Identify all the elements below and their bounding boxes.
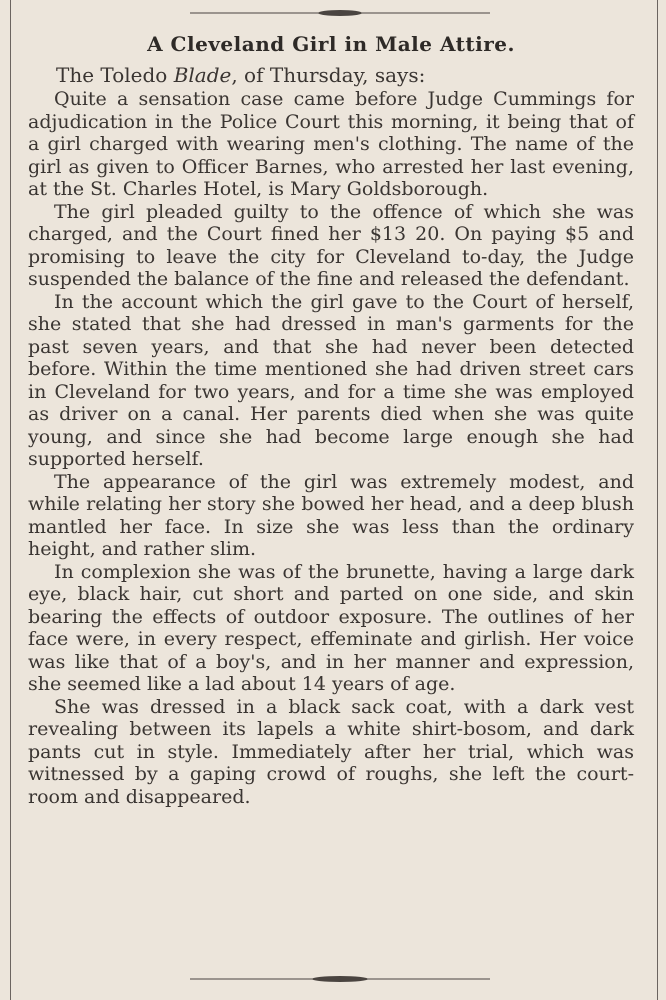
ornament-divider-top bbox=[190, 9, 490, 17]
column-rule-right bbox=[657, 0, 658, 1000]
lead-line bbox=[56, 64, 634, 86]
article-column bbox=[28, 32, 634, 808]
headline: A Cleveland Girl in Male Attire. bbox=[147, 32, 515, 56]
column-rule-left bbox=[10, 0, 11, 1000]
lead-newspaper-name: Blade bbox=[173, 63, 232, 87]
lead-text-end: , of Thursday, says: bbox=[231, 63, 426, 87]
paragraph: Quite a sensation case came before Judge Cummings for adjudication in the Police Court this morning, it being that of a girl charged with wearing men's clothing. The name of the girl as given to Officer Barnes, who arrested her last evening, at the St. Charles Hotel, is Mary Goldsborough. bbox=[28, 88, 634, 200]
paragraph: In the account which the girl gave to the Court of herself, she stated that she had dressed in man's garments for the past seven years, and that she had never been detected before. Within the time mentioned she had driven street cars in Cleveland for two years, and for a time she was employed as driver on a canal. Her parents died when she was quite young, and since she had become large enough she had supported herself. bbox=[28, 290, 634, 470]
ornament-divider-bottom bbox=[190, 975, 490, 983]
paragraph: In complexion she was of the brunette, having a large dark eye, black hair, cut short and parted on one side, and skin bearing the effects of outdoor exposure. The outlines of her face were, in every respect, effeminate and girlish. Her voice was like that of a boy's, and in her manner and expression, she seemed like a lad about 14 years of age. bbox=[28, 560, 634, 695]
lead-text: The Toledo bbox=[56, 63, 174, 87]
paragraph: The girl pleaded guilty to the offence of which she was charged, and the Court fined her $13 20. On paying $5 and promising to leave the city for Cleveland to-day, the Judge suspended the balance of the fine and released the defendant. bbox=[28, 200, 634, 290]
paragraph: The appearance of the girl was extremely modest, and while relating her story she bowed her head, and a deep blush mantled her face. In size she was less than the ordinary height, and rather slim. bbox=[28, 470, 634, 560]
paragraph: She was dressed in a black sack coat, with a dark vest revealing between its lapels a white shirt-bosom, and dark pants cut in style. Immediately after her trial, which was witnessed by a gaping crowd of roughs, she left the court-room and disappeared. bbox=[28, 695, 634, 808]
